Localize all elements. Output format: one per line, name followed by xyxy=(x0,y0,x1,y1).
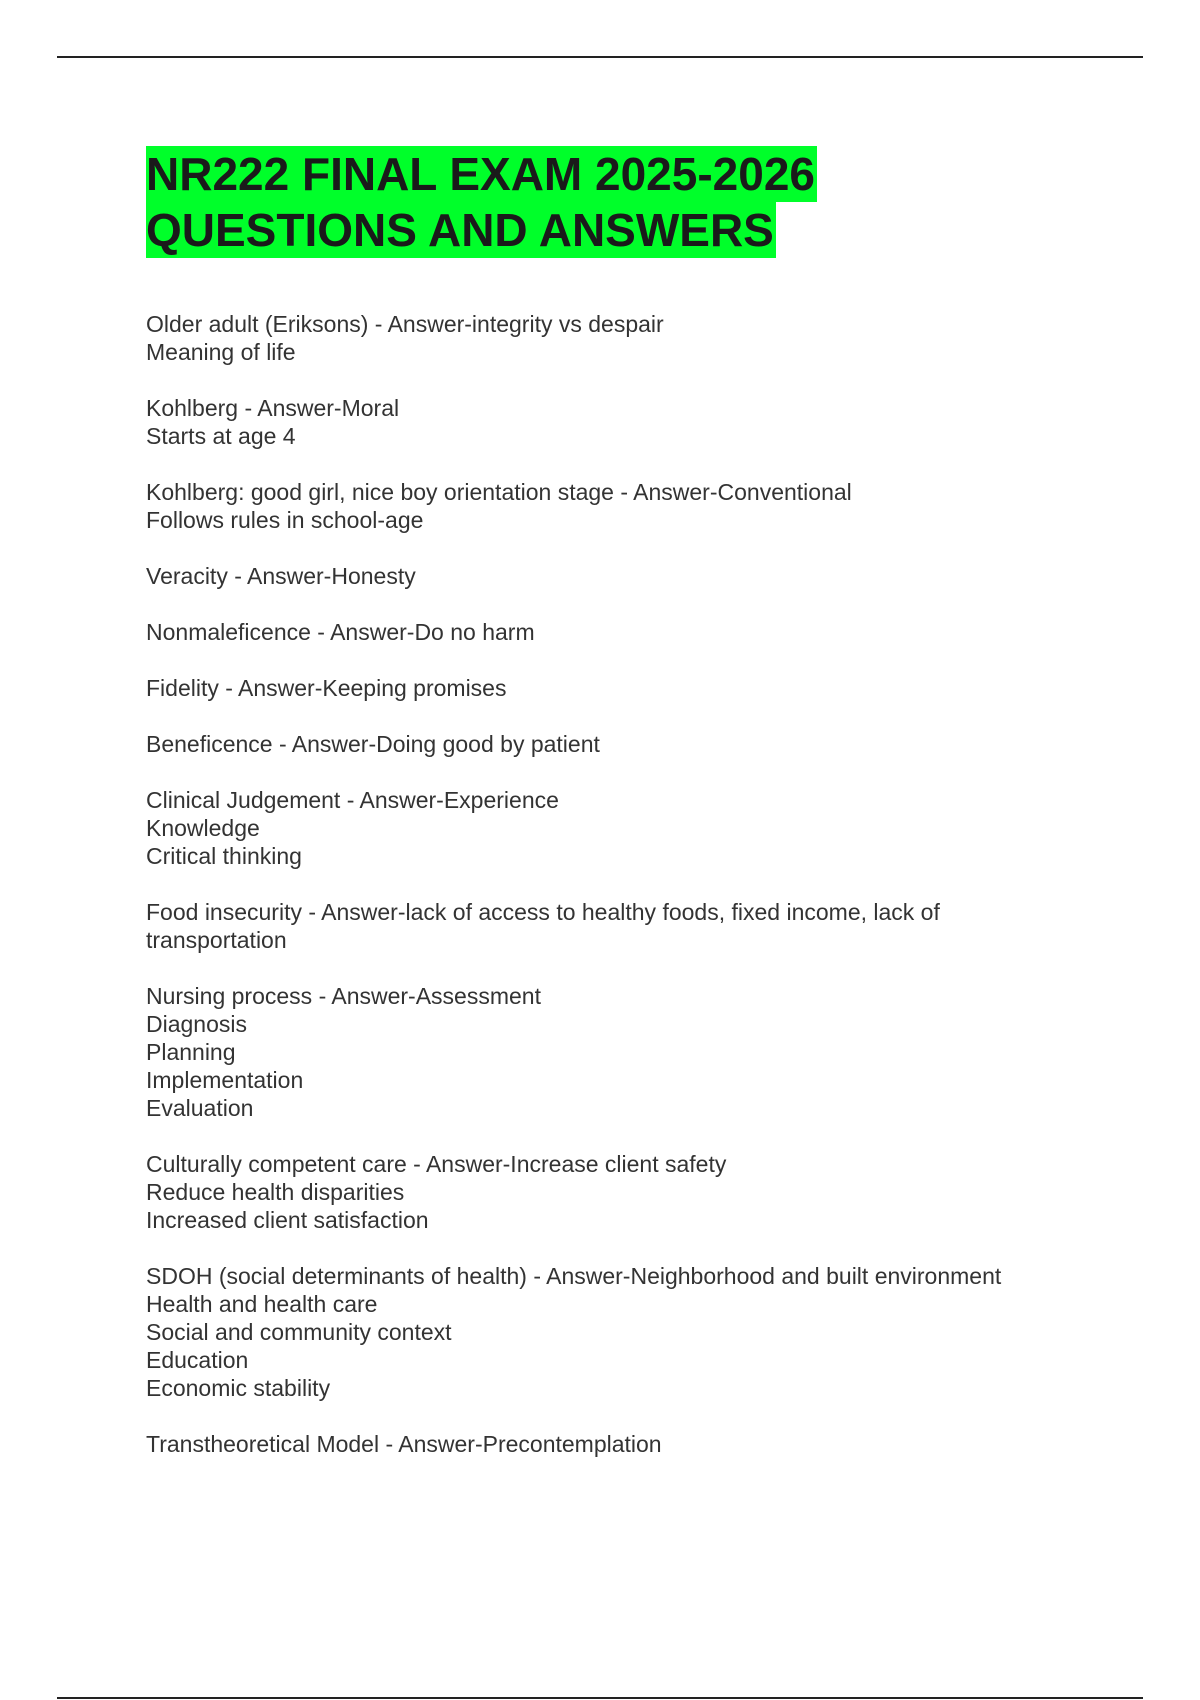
qa-answer-line: transportation xyxy=(146,927,287,953)
qa-question-answer: Food insecurity - Answer-lack of access to healthy foods, fixed income, lack of xyxy=(146,899,940,925)
qa-question-answer: Culturally competent care - Answer-Increase client safety xyxy=(146,1151,727,1177)
qa-entry xyxy=(146,898,1106,954)
title-line-2: QUESTIONS AND ANSWERS xyxy=(146,204,774,256)
qa-entry xyxy=(146,786,1106,870)
qa-question-answer: Fidelity - Answer-Keeping promises xyxy=(146,675,507,701)
qa-entry xyxy=(146,730,1106,758)
qa-entry xyxy=(146,1150,1106,1234)
qa-list xyxy=(146,310,1106,1458)
qa-answer-line: Diagnosis xyxy=(146,1011,247,1037)
qa-question-answer: Transtheoretical Model - Answer-Precontemplation xyxy=(146,1431,662,1457)
qa-answer-line: Implementation xyxy=(146,1067,304,1093)
qa-question-answer: Nonmaleficence - Answer-Do no harm xyxy=(146,619,535,645)
qa-entry xyxy=(146,1430,1106,1458)
qa-answer-line: Social and community context xyxy=(146,1319,452,1345)
qa-question-answer: Nursing process - Answer-Assessment xyxy=(146,983,541,1009)
qa-entry xyxy=(146,310,1106,366)
qa-question-answer: Kohlberg - Answer-Moral xyxy=(146,395,400,421)
qa-answer-line: Evaluation xyxy=(146,1095,254,1121)
qa-answer-line: Increased client satisfaction xyxy=(146,1207,429,1233)
qa-question-answer: Kohlberg: good girl, nice boy orientation stage - Answer-Conventional xyxy=(146,479,852,505)
qa-answer-line: Reduce health disparities xyxy=(146,1179,405,1205)
qa-answer-line: Economic stability xyxy=(146,1375,331,1401)
title-line-1: NR222 FINAL EXAM 2025-2026 xyxy=(146,148,815,200)
qa-answer-line: Starts at age 4 xyxy=(146,423,296,449)
bottom-rule xyxy=(57,1697,1143,1699)
document-body xyxy=(146,146,1106,1486)
qa-entry xyxy=(146,618,1106,646)
qa-question-answer: SDOH (social determinants of health) - Answer-Neighborhood and built environment xyxy=(146,1263,1002,1289)
qa-entry xyxy=(146,394,1106,450)
qa-answer-line: Planning xyxy=(146,1039,236,1065)
qa-entry xyxy=(146,1262,1106,1402)
qa-entry xyxy=(146,562,1106,590)
qa-question-answer: Clinical Judgement - Answer-Experience xyxy=(146,787,559,813)
qa-entry xyxy=(146,982,1106,1122)
qa-answer-line: Health and health care xyxy=(146,1291,378,1317)
qa-answer-line: Meaning of life xyxy=(146,339,296,365)
document-title xyxy=(146,146,1106,258)
qa-answer-line: Education xyxy=(146,1347,249,1373)
qa-entry xyxy=(146,674,1106,702)
qa-entry xyxy=(146,478,1106,534)
qa-answer-line: Knowledge xyxy=(146,815,260,841)
qa-answer-line: Critical thinking xyxy=(146,843,302,869)
qa-question-answer: Older adult (Eriksons) - Answer-integrity vs despair xyxy=(146,311,664,337)
qa-question-answer: Beneficence - Answer-Doing good by patient xyxy=(146,731,600,757)
top-rule xyxy=(57,56,1143,58)
qa-question-answer: Veracity - Answer-Honesty xyxy=(146,563,416,589)
qa-answer-line: Follows rules in school-age xyxy=(146,507,424,533)
